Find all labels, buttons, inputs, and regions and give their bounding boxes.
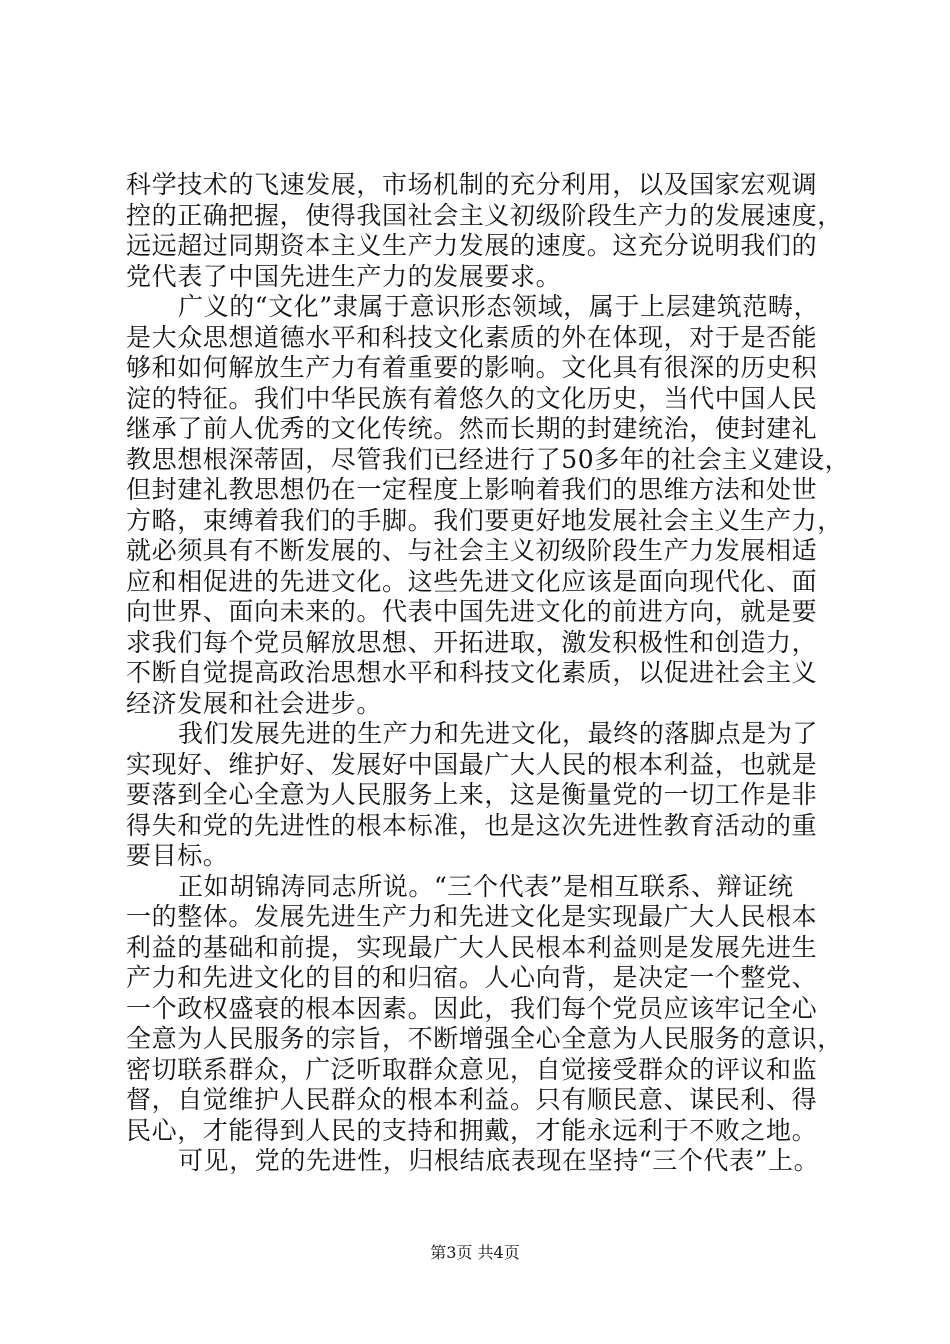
text-line: 民心，才能得到人民的支持和拥戴，才能永远利于不败之地。 bbox=[126, 1115, 818, 1145]
text-line: 实现好、维护好、发展好中国最广大人民的根本利益，也就是 bbox=[126, 749, 818, 779]
text-line: 方略，束缚着我们的手脚。我们要更好地发展社会主义生产力， bbox=[126, 505, 843, 535]
paragraph bbox=[126, 872, 856, 1147]
text-line: 我们发展先进的生产力和先进文化，最终的落脚点是为了 bbox=[178, 719, 819, 748]
text-line: 全意为人民服务的宗旨，不断增强全心全意为人民服务的意识， bbox=[126, 1024, 843, 1053]
text-line: 党代表了中国先进生产力的发展要求。 bbox=[126, 261, 562, 291]
text-line: 控的正确把握，使得我国社会主义初级阶段生产力的发展速度， bbox=[126, 200, 843, 230]
text-line: 但封建礼教思想仍在一定程度上影响着我们的思维方法和处世 bbox=[126, 475, 818, 504]
text-line: 得失和党的先进性的根本标准，也是这次先进性教育活动的重 bbox=[126, 810, 818, 840]
text-line: 要目标。 bbox=[126, 841, 229, 870]
text-line: 淀的特征。我们中华民族有着悠久的文化历史，当代中国人民 bbox=[126, 383, 818, 413]
text-line: 可见，党的先进性，归根结底表现在坚持“三个代表”上。 bbox=[178, 1146, 820, 1175]
document-body bbox=[126, 170, 856, 1177]
text-line: 向世界、面向未来的。代表中国先进文化的前进方向，就是要 bbox=[126, 597, 818, 626]
text-line: 继承了前人优秀的文化传统。然而长期的封建统治，使封建礼 bbox=[126, 414, 818, 443]
text-line: 要落到全心全意为人民服务上来，这是衡量党的一切工作是非 bbox=[126, 780, 818, 809]
paragraph bbox=[126, 170, 856, 292]
text-line: 密切联系群众，广泛听取群众意见，自觉接受群众的评议和监 bbox=[126, 1054, 818, 1084]
text-line: 教思想根深蒂固，尽管我们已经进行了50多年的社会主义建设， bbox=[126, 444, 851, 474]
text-line: 够和如何解放生产力有着重要的影响。文化具有很深的历史积 bbox=[126, 353, 818, 382]
text-line: 就必须具有不断发展的、与社会主义初级阶段生产力发展相适 bbox=[126, 536, 818, 565]
text-line: 产力和先进文化的目的和归宿。人心向背，是决定一个整党、 bbox=[126, 963, 818, 992]
paragraph bbox=[126, 719, 856, 872]
text-line: 远远超过同期资本主义生产力发展的速度。这充分说明我们的 bbox=[126, 231, 818, 260]
paragraph bbox=[126, 292, 856, 719]
text-line: 督，自觉维护人民群众的根本利益。只有顺民意、谋民利、得 bbox=[126, 1085, 818, 1114]
page-number-footer: 第3页 共4页 bbox=[430, 1243, 520, 1262]
text-line: 求我们每个党员解放思想、开拓进取，激发积极性和创造力， bbox=[126, 627, 818, 657]
text-line: 广义的“文化”隶属于意识形态领域，属于上层建筑范畴， bbox=[178, 292, 820, 321]
text-line: 经济发展和社会进步。 bbox=[126, 688, 383, 718]
text-line: 不断自觉提高政治思想水平和科技文化素质，以促进社会主义 bbox=[126, 658, 818, 687]
text-line: 利益的基础和前提，实现最广大人民根本利益则是发展先进生 bbox=[126, 932, 818, 962]
text-line: 应和相促进的先进文化。这些先进文化应该是面向现代化、面 bbox=[126, 566, 818, 596]
text-line: 正如胡锦涛同志所说。“三个代表”是相互联系、辩证统 bbox=[178, 871, 794, 901]
text-line: 一的整体。发展先进生产力和先进文化是实现最广大人民根本 bbox=[126, 902, 818, 931]
text-line: 一个政权盛衰的根本因素。因此，我们每个党员应该牢记全心 bbox=[126, 993, 818, 1023]
text-line: 是大众思想道德水平和科技文化素质的外在体现，对于是否能 bbox=[126, 322, 818, 352]
text-line: 科学技术的飞速发展，市场机制的充分利用，以及国家宏观调 bbox=[126, 170, 818, 199]
paragraph bbox=[126, 1146, 856, 1177]
